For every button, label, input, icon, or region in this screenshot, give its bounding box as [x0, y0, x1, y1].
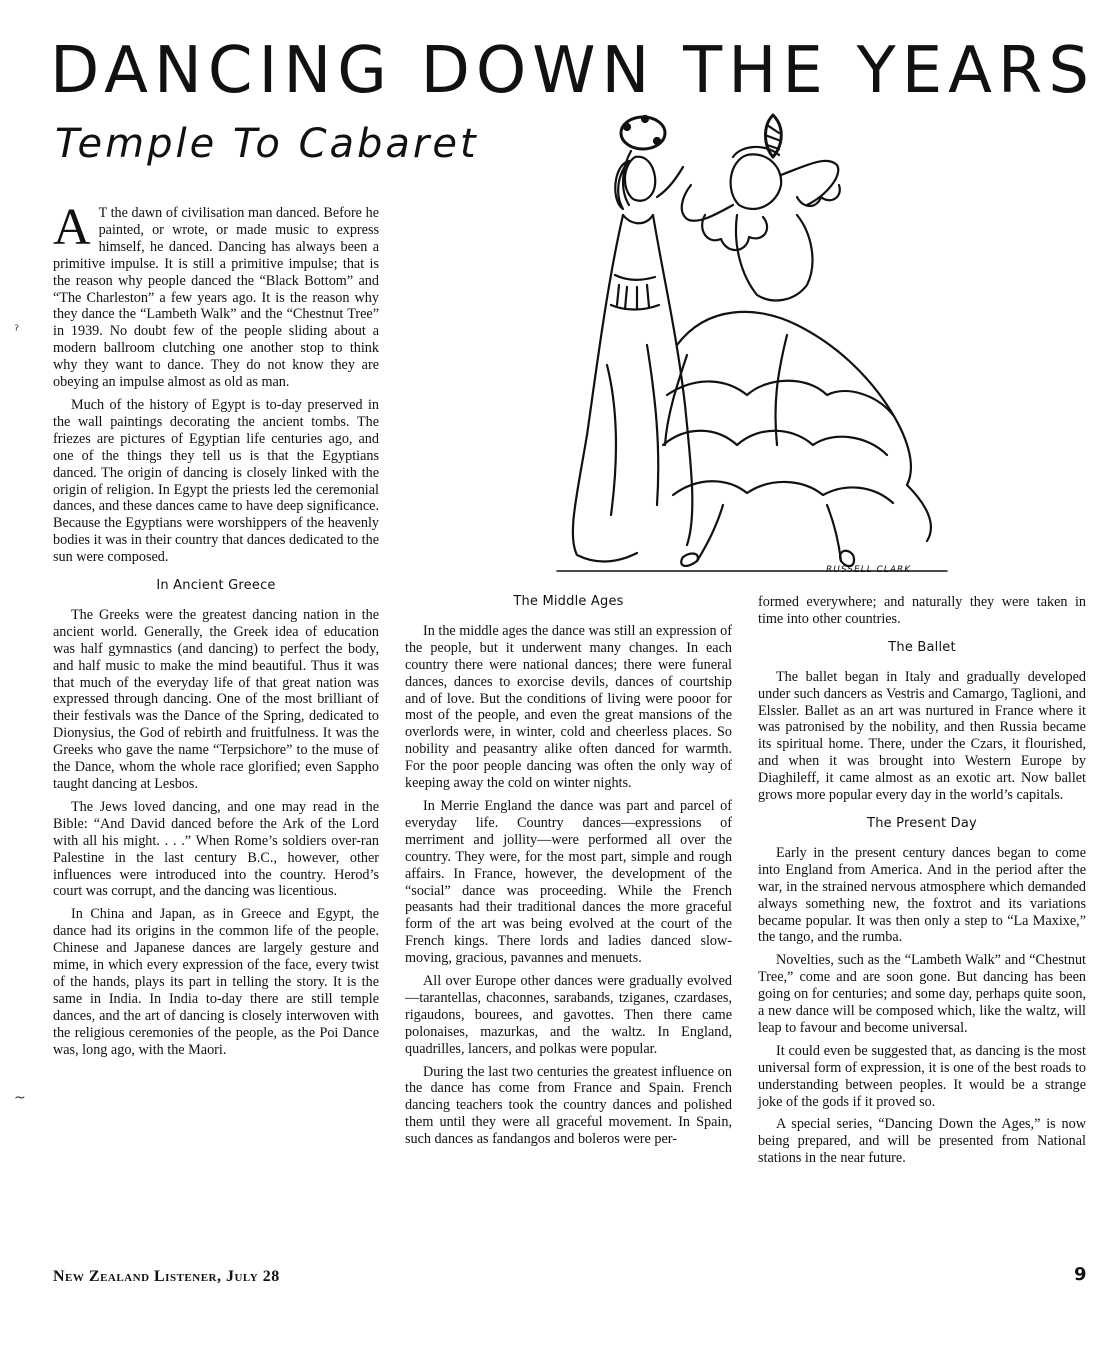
paragraph-egypt: Much of the history of Egypt is to-day preserved in the wall paintings decorating the ancient tombs. The friezes are pictures of Egyptian life centuries ago, and one of the things they tell us is that the Egyptians danced. The origin of dancing is closely linked with the origin of religion. In Egypt the priests led the ceremonial dances, and these dances came to have deep significance. Because the Egyptians were worshippers of the heavenly bodies it was in their country that dances dedicated to the sun were composed.: [53, 396, 379, 566]
paragraph-novelties: Novelties, such as the “Lambeth Walk” and “Chestnut Tree,” come and are soon gone. But dancing has been going on for centuries; and some day, perhaps quite soon, a new dance will be composed which, like the waltz, will leap to favour and become universal.: [758, 952, 1086, 1036]
two-dancers-illustration: [527, 105, 957, 583]
paragraph-continued: formed everywhere; and naturally they were taken in time into other countries.: [758, 594, 1086, 627]
article-column-3: [758, 594, 1086, 1167]
paragraph-europe: All over Europe other dances were gradually evolved—tarantellas, chaconnes, sarabands, tziganes, czardases, rigaudons, bourees, and gavottes. Then there came polonaises, mazurkas, and the waltz. In England, quadrilles, lancers, and polkas were popular.: [405, 973, 732, 1057]
page-subtitle: Temple To Cabaret: [55, 121, 479, 167]
section-heading-ballet: The Ballet: [888, 639, 956, 655]
paragraph-jews: The Jews loved dancing, and one may read in the Bible: “And David danced before the Ark of the Lord with all his might. . . .” When Rome’s soldiers over-ran Palestine in the last century B.C., however, other influences were introduced into the country. Herod’s court was corrupt, and the dancing was licentious.: [53, 798, 379, 900]
page-number: 9: [1074, 1264, 1087, 1285]
paragraph-china-japan: In China and Japan, as in Greece and Egypt, the dance had its origins in the common life of the people. Chinese and Japanese dances are largely gesture and mime, in which every expression of the face, every twist of the hands, plays its part in telling the story. It is the same in India. In India to-day there are still temple dances, and the art of dancing is closely interwoven with the religious ceremonies of the people, as the Poi Dance was, long ago, with the Maori.: [53, 906, 379, 1058]
paragraph-greece: The Greeks were the greatest dancing nation in the ancient world. Generally, the Greek idea of education was half gymnastics (and dancing) to perfect the body, and half music to make the mind beautiful. Thus it was that much of the everyday life of that great nation was expressed through dancing. One of the most brilliant of their festivals was the Dance of the Spring, dedicated to Dionysius, the God of rebirth and fruitfulness. It was the Greeks who gave the name “Terpsichore” to the muse of the Dance, whom the whole race glorified; even Sappho taught dancing at Lesbos.: [53, 606, 379, 792]
paragraph-merrie-england: In Merrie England the dance was part and parcel of everyday life. Country dances—expressions of merriment and jollity—were performed all over the country. They were, for the most part, simple and rough affairs. In France, however, the development of the “social” dance was proceeding. While the French peasants had their traditional dances the more graceful form of the art was being evolved at the court of the French kings. There lords and ladies danced slow-moving, gracious, pavannes and menuets.: [405, 797, 732, 967]
paragraph-universal: It could even be suggested that, as dancing is the most universal form of expression, it is one of the best roads to understanding between peoples. It would be a strange joke of the gods if it proved so.: [758, 1042, 1086, 1110]
illustrator-signature: RUSSELL CLARK: [826, 565, 912, 575]
section-heading-middle-ages: The Middle Ages: [513, 594, 624, 609]
intro-text: T the dawn of civilisation man danced. Before he painted, or wrote, or made music to express himself, he danced. Dancing has always been a primitive impulse. It is still a primitive impulse; that is the reason why people danced the “Black Bottom” and “The Charleston” a few years ago. It is the reason why they dance the “Lambeth Walk” and the “Chestnut Tree” in 1939. No doubt few of the people sliding about a modern ballroom clutching one another stop to think why they want to dance. They do not know they are obeying an impulse almost as old as man.: [53, 205, 379, 391]
article-column-1: [53, 199, 379, 1059]
section-heading-greece: In Ancient Greece: [156, 578, 276, 594]
paragraph-special-series: A special series, “Dancing Down the Ages,” is now being prepared, and will be presented from National stations in the near future.: [758, 1116, 1086, 1167]
scan-mark: ˀ: [14, 323, 20, 339]
article-column-2: [405, 594, 732, 1148]
drop-cap: A: [53, 199, 91, 256]
intro-paragraph: [53, 199, 379, 391]
publication-footer: New Zealand Listener, July 28: [53, 1268, 280, 1285]
page-title: DANCING DOWN THE YEARS: [50, 34, 1095, 108]
paragraph-france-spain: During the last two centuries the greatest influence on the dance has come from France and Spain. French dancing teachers took the country dances and polished them until they were all graceful movement. In Spain, such dances as fandangos and boleros were per-: [405, 1063, 732, 1148]
paragraph-middle-ages: In the middle ages the dance was still an expression of the people, but it underwent many changes. In each country there were national dances; there were funeral dances, dances to exorcise devils, dances of courtship and of love. But the conditions of living were pooor for most of the people, and even the great mansions of the overlords were, in winter, cold and cheerless places. So nobility and peasantry alike often danced for warmth. For the poor people dancing was often the only way of keeping away the cold on winter nights.: [405, 622, 732, 792]
section-heading-present-day: The Present Day: [867, 815, 977, 831]
paragraph-present-day: Early in the present century dances began to come into England from America. And in the period after the war, in the strained nervous atmosphere which demanded always something new, the foxtrot and its variations became popular. It was then only a step to “La Maxixe,” the tango, and the rumba.: [758, 844, 1086, 946]
scan-mark: ~: [14, 1090, 26, 1106]
paragraph-ballet: The ballet began in Italy and gradually developed under such dancers as Vestris and Camargo, Taglioni, and Elssler. Ballet as an art was nurtured in France where it was patronised by the nobility, and then Russia became its spiritual home. There, under the Czars, it flourished, and when it was brought into Western Europe by Diaghileff, it came almost as an exotic art. Now ballet grows more popular every day in the world’s capitals.: [758, 668, 1086, 804]
